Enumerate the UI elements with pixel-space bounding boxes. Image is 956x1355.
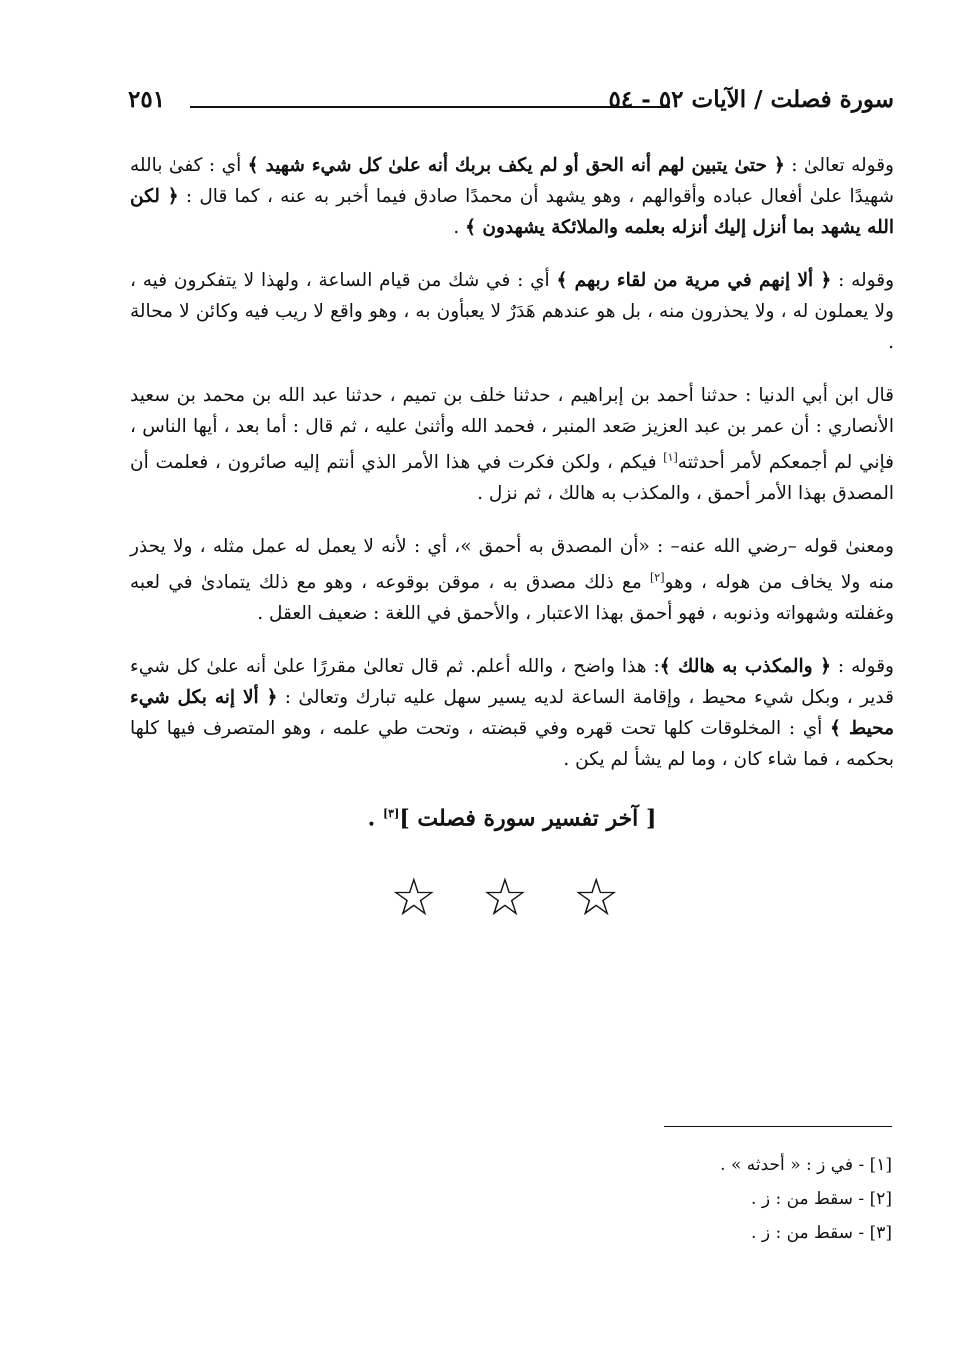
paragraph-2 <box>130 265 894 358</box>
footnote-item: [١] - في ز : « أحدثه » . <box>720 1155 892 1175</box>
footnote-item: [٢] - سقط من : ز . <box>751 1189 892 1209</box>
paragraph-text: أي : كفىٰ بالله شهيدًا علىٰ أفعال عباده وأقوالهم ، وهو يشهد أن محمدًا صادق فيما أخبر به عنه ، كما قال : <box>130 155 894 207</box>
footnote-ref: [٢] <box>650 571 665 585</box>
paragraph-text: : هذا واضح ، والله أعلم. ثم قال تعالىٰ مقررًا علىٰ أنه علىٰ كل شيء قدير ، وبكل شيء محيط ، وإقامة الساعة لديه يسير سهل عليه تبارك وتعالىٰ : <box>130 656 894 709</box>
page-header <box>128 86 894 122</box>
header-rule <box>190 106 670 108</box>
paragraph-text: قال ابن أبي الدنيا : حدثنا أحمد بن إبراهيم ، حدثنا خلف بن تميم ، حدثنا عبد الله بن محمد بن سعيد الأنصاري : أن عمر بن عبد العزيز صَعد المنبر ، فحمد الله وأثنىٰ عليه ، ثم قال : أما بعد ، أيها الناس ، فإني لم أجمعكم لأمر أحدثته <box>130 385 894 474</box>
footnote-ref: [٣] <box>382 807 400 821</box>
paragraph-text: فيكم ، ولكن فكرت في هذا الأمر الذي أنتم إليه صائرون ، فعلمت أن المصدق بهذا الأمر أحمق ، والمكذب به هالك ، ثم نزل . <box>130 452 894 505</box>
paragraph-text: مع ذلك مصدق به ، موقن بوقوعه ، وهو مع ذلك يتمادىٰ في لعبه وغفلته وشهواته وذنوبه ، فهو أحمق بهذا الاعتبار ، والأحمق في اللغة : ضعيف العقل . <box>130 572 894 625</box>
closing-line <box>130 797 894 835</box>
paragraph-text: وقوله تعالىٰ : <box>784 155 894 176</box>
quran-verse: ﴿ والمكذب به هالك ﴾ <box>659 656 831 678</box>
body-text <box>130 150 894 928</box>
running-title: سورة فصلت / الآيات ٥٢ - ٥٤ <box>608 86 894 113</box>
paragraph-text: أي : المخلوقات كلها تحت قهره وفي قبضته ، وتحت طي علمه ، وهو المتصرف فيها كلها بحكمه ، فما شاء كان ، وما لم يشأ لم يكن . <box>130 718 894 771</box>
closing-text: [ آخر تفسير سورة فصلت ] <box>399 805 657 832</box>
footnote-rule <box>664 1126 892 1127</box>
quran-verse: ﴿ ألا إنهم في مرية من لقاء ربهم ﴾ <box>556 270 832 291</box>
paragraph-text: ومعنىٰ قوله –رضي الله عنه– : «أن المصدق به أحمق »، أي : لأنه لا يعمل له عمل مثله ، ولا يحذر منه ولا يخاف من هوله ، وهو <box>130 536 894 594</box>
paragraph-text: وقوله : <box>831 270 894 291</box>
closing-tail: . <box>367 805 383 832</box>
quran-verse: ﴿ حتىٰ يتبين لهم أنه الحق أو لم يكف بربك أنه علىٰ كل شيء شهيد ﴾ <box>247 155 785 176</box>
star-ornament-icon: ☆ ☆ ☆ <box>390 867 634 928</box>
paragraph-5 <box>130 651 894 775</box>
quran-verse: ﴿ لكن الله يشهد بما أنزل إليك أنزله بعلمه والملائكة يشهدون ﴾ <box>130 186 894 238</box>
paragraph-text: وقوله : <box>830 656 894 678</box>
paragraph-4 <box>130 531 894 629</box>
footnote-ref: [١] <box>663 451 678 464</box>
paragraph-text: أي : في شك من قيام الساعة ، ولهذا لا يتفكرون فيه ، ولا يعملون له ، ولا يحذرون منه ، بل هو عندهم هَدَرٌ لا يعبأون به ، وهو واقع لا ريب فيه وكائن لا محالة . <box>130 270 894 353</box>
quran-verse: ﴿ ألا إنه بكل شيء محيط ﴾ <box>130 687 895 740</box>
footnote-item: [٣] - سقط من : ز . <box>751 1223 892 1243</box>
paragraph-3 <box>130 380 894 509</box>
page-number: ٢٥١ <box>128 86 166 113</box>
paragraph-text: . <box>453 217 466 238</box>
paragraph-1 <box>130 150 894 243</box>
footnotes <box>560 1148 892 1250</box>
